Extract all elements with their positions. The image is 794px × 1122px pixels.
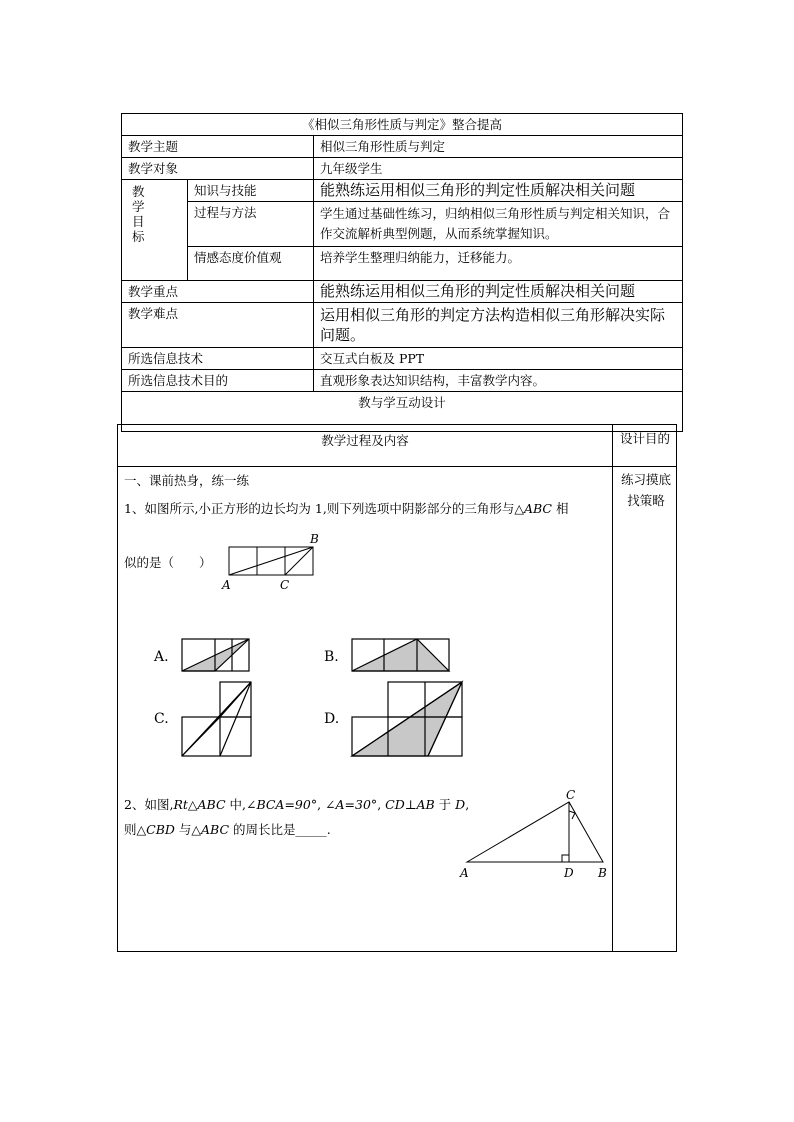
q2-then: 则: [124, 822, 137, 837]
answer-blank[interactable]: _____: [295, 822, 327, 837]
topic-value: 相似三角形性质与判定: [314, 136, 683, 158]
audience-value: 九年级学生: [314, 158, 683, 180]
q2-abc: ABC: [197, 797, 226, 812]
triangle-symbol: △: [187, 797, 198, 812]
option-c-figure[interactable]: [182, 682, 251, 756]
question-2-line-2: [124, 820, 331, 838]
option-b-triangle: [352, 639, 449, 671]
tech-value: 交互式白板及 PPT: [314, 348, 683, 370]
q2-and: 与: [174, 822, 192, 837]
q2-figure: [458, 789, 608, 884]
point-c-label: C: [566, 789, 576, 802]
option-c-label[interactable]: C.: [154, 711, 169, 727]
option-b-label[interactable]: B.: [324, 649, 339, 665]
right-angle-mark-d: [562, 855, 569, 862]
q2-comma: ,: [317, 797, 326, 812]
point-b-label: B: [598, 866, 607, 880]
q2-angle-a: ∠A=30°: [325, 797, 378, 812]
interaction-header: 教与学互动设计: [122, 392, 683, 432]
q1-abc: ABC: [523, 501, 552, 516]
q2-rt: Rt: [173, 797, 188, 812]
triangle-symbol: △: [191, 822, 202, 837]
triangle-symbol: △: [514, 501, 524, 516]
q2-comma: ,: [377, 797, 386, 812]
tech-purpose-label: 所选信息技术目的: [122, 370, 314, 392]
q2-at: 于: [434, 797, 456, 812]
q2-prefix: 2、如图,: [124, 797, 174, 812]
topic-label: 教学主题: [122, 136, 314, 158]
q2-cd-perp-ab: CD⊥AB: [385, 797, 435, 812]
point-a-label: A: [460, 866, 469, 880]
q2-cbd: CBD: [146, 822, 175, 837]
point-a-label: A: [222, 578, 231, 592]
difficulty-value: 运用相似三角形的判定方法构造相似三角形解决实际问题。: [314, 303, 683, 348]
question-1-line-2: 似的是（ ）: [124, 555, 212, 570]
goal-process-label: 过程与方法: [188, 202, 314, 247]
key-label: 教学重点: [122, 281, 314, 303]
page-title: 《相似三角形性质与判定》整合提高: [122, 114, 683, 136]
q2-end: ,: [465, 797, 470, 812]
point-c-label: C: [280, 578, 290, 592]
process-table: [117, 424, 677, 952]
audience-label: 教学对象: [122, 158, 314, 180]
q2-abc-2: ABC: [201, 822, 230, 837]
q2-angle-bca: ∠BCA=90°: [245, 797, 318, 812]
goal-knowledge-label: 知识与技能: [188, 180, 314, 202]
q2-mid: 中,: [225, 797, 246, 812]
triangle-symbol: △: [136, 822, 147, 837]
option-a-figure[interactable]: [182, 639, 249, 671]
difficulty-label: 教学难点: [122, 303, 314, 348]
goal-process-value: 学生通过基础性练习，归纳相似三角形性质与判定相关知识，合作交流解析典型例题，从而系统掌握知识。: [314, 202, 683, 247]
design-note: 练习摸底找策略: [621, 472, 672, 508]
option-b-figure[interactable]: [352, 639, 449, 671]
goal-attitude-value: 培养学生整理归纳能力，迁移能力。: [314, 247, 683, 281]
point-b-label: B: [310, 533, 319, 546]
right-angle-mark-c: [569, 811, 575, 819]
section-title: 一、课前热身，练一练: [124, 473, 250, 488]
column-divider: [612, 425, 613, 951]
goals-label-cell: [122, 180, 188, 281]
goal-knowledge-value: 能熟练运用相似三角形的判定性质解决相关问题: [314, 180, 683, 202]
right-triangle-abc: [467, 802, 603, 862]
point-d-label: D: [564, 866, 574, 880]
option-a-label[interactable]: A.: [154, 649, 169, 665]
key-value: 能熟练运用相似三角形的判定性质解决相关问题: [314, 281, 683, 303]
question-2-line-1: [124, 795, 469, 813]
q2-d: D: [455, 797, 466, 812]
q1-suffix: 相: [551, 501, 569, 516]
q2-period: .: [326, 822, 331, 837]
tech-purpose-value: 直观形象表达知识结构，丰富教学内容。: [314, 370, 683, 392]
option-d-label[interactable]: D.: [324, 711, 340, 727]
tech-label: 所选信息技术: [122, 348, 314, 370]
goals-label: 教学目标: [132, 184, 145, 244]
goal-attitude-label: 情感态度价值观: [188, 247, 314, 281]
option-d-figure[interactable]: [352, 682, 462, 756]
process-col-header: 教学过程及内容: [321, 433, 409, 448]
q2-ratio-text: 的周长比是: [229, 822, 296, 837]
info-table: [121, 113, 683, 432]
q1-text: 1、如图所示,小正方形的边长均为 1,则下列选项中阴影部分的三角形与: [124, 501, 515, 516]
design-col-header: 设计目的: [620, 431, 671, 446]
